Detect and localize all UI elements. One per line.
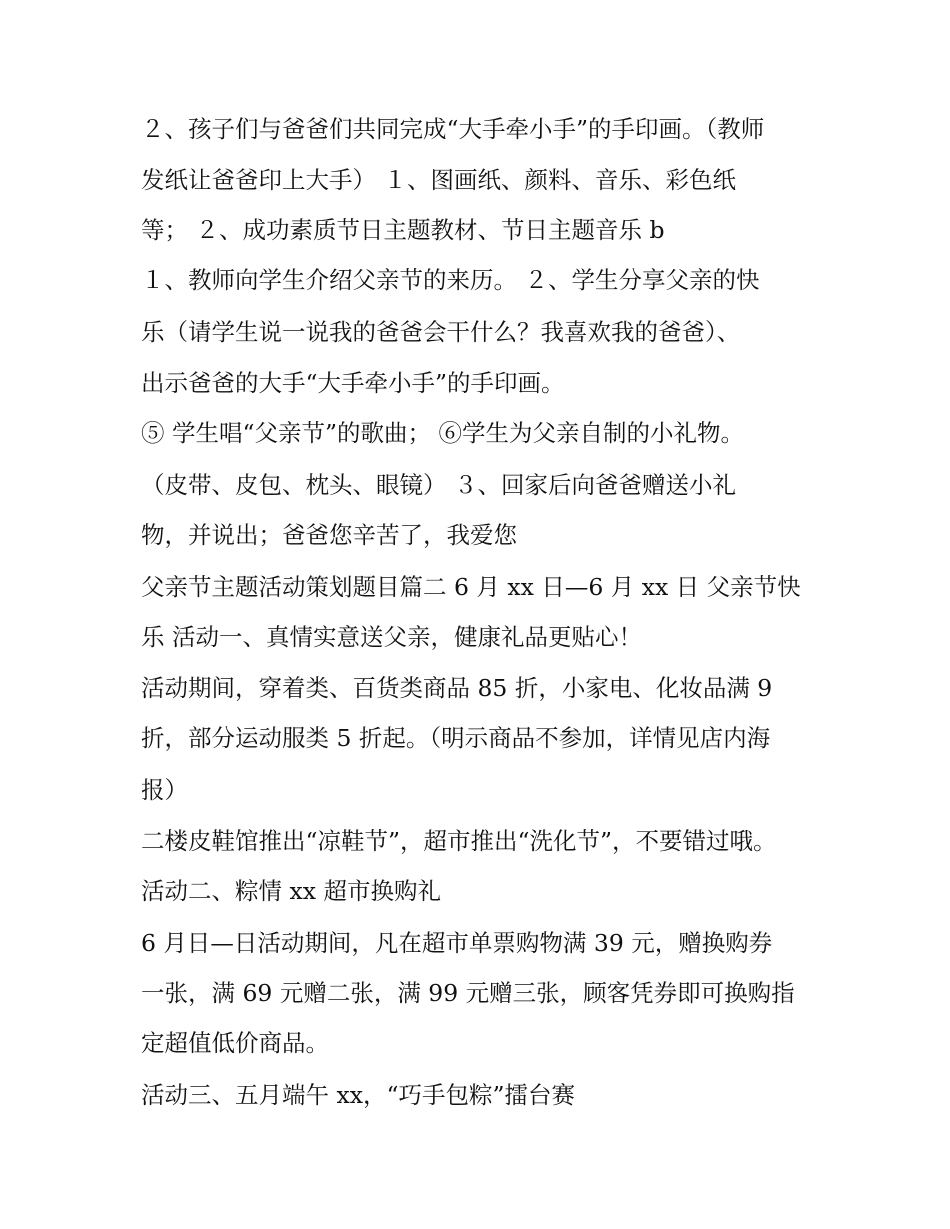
text-line-11: 乐 活动一、真情实意送父亲，健康礼品更贴心！ (141, 623, 642, 651)
text-line-13: 折，部分运动服类 5 折起。（明示商品不参加，详情见店内海 (141, 724, 771, 752)
text-line-14: 报） (141, 776, 188, 804)
text-line-2: 发纸让爸爸印上大手） １、图画纸、颜料、音乐、彩色纸 (141, 166, 736, 194)
text-line-16: 活动二、粽情 xx 超市换购礼 (141, 877, 441, 905)
text-line-6: 出示爸爸的大手“大手牵小手”的手印画。 (141, 369, 565, 397)
text-line-4: １、教师向学生介绍父亲节的来历。 ２、学生分享父亲的快 (141, 266, 760, 294)
text-line-15: 二楼皮鞋馆推出“凉鞋节”，超市推出“洗化节”，不要错过哦。 (141, 827, 777, 855)
text-line-19: 定超值低价商品。 (141, 1029, 329, 1057)
text-line-20: 活动三、五月端午 xx，“巧手包粽”擂台赛 (141, 1081, 576, 1109)
text-line-3: 等； ２、成功素质节日主题教材、节日主题音乐 b (141, 216, 665, 244)
text-line-12: 活动期间，穿着类、百货类商品 85 折，小家电、化妆品满 9 (141, 674, 773, 702)
text-line-7: ⑤ 学生唱“父亲节”的歌曲； ⑥学生为父亲自制的小礼物。 (141, 419, 744, 447)
text-line-1: ２、孩子们与爸爸们共同完成“大手牵小手”的手印画。（教师 (141, 115, 765, 143)
text-line-10: 父亲节主题活动策划题目篇二 6 月 xx 日—6 月 xx 日 父亲节快 (141, 573, 801, 601)
text-line-18: 一张，满 69 元赠二张，满 99 元赠三张，顾客凭券即可换购指 (141, 979, 795, 1007)
text-line-8: （皮带、皮包、枕头、眼镜） ３、回家后向爸爸赠送小礼 (141, 471, 736, 499)
text-line-5: 乐（请学生说一说我的爸爸会干什么？我喜欢我的爸爸）、 (141, 318, 741, 346)
text-line-17: 6 月日—日活动期间，凡在超市单票购物满 39 元，赠换购券 (141, 929, 773, 957)
text-line-9: 物，并说出；爸爸您辛苦了，我爱您 (141, 521, 517, 549)
